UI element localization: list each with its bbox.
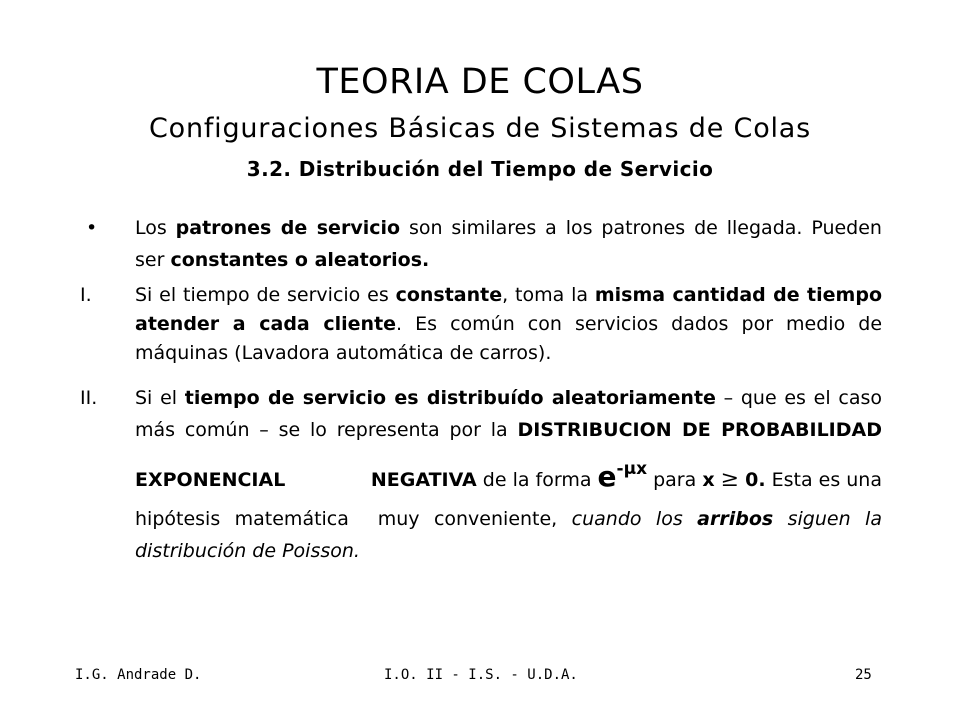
page-number: 25 <box>855 667 872 683</box>
bullet-bold-constantes: constantes o aleatorios. <box>170 249 430 271</box>
item-text: Esta es una <box>765 469 882 491</box>
item-bold-italic-arribos: arribos <box>697 508 774 530</box>
item-text: de la forma <box>476 469 598 491</box>
item-text: hipótesis matemática muy conveniente, <box>135 508 572 530</box>
item-bold-constante: constante <box>395 284 503 306</box>
item-text: . Es común con servicios dados por medio de máquinas (Lavadora automática de carros). <box>135 313 883 364</box>
item-text: , toma la <box>502 284 595 306</box>
formula-exponent: -μx <box>616 459 648 479</box>
list-item-ii <box>80 382 882 567</box>
formula-line <box>371 446 882 503</box>
bullet-text: Los <box>135 217 176 239</box>
list-marker-i: I. <box>80 284 92 306</box>
slide-subtitle: Configuraciones Básicas de Sistemas de Colas <box>148 113 812 144</box>
formula-base: e <box>597 460 617 493</box>
bullet-item <box>80 212 882 276</box>
list-marker-ii: II. <box>80 387 98 409</box>
bullet-text: son similares a los patrones de llegada. Pueden ser <box>135 217 882 271</box>
item-text: Si el <box>135 387 185 409</box>
item-bold-tiempo-servicio: tiempo de servicio es distribuído aleatoriamente <box>184 387 716 409</box>
item-bold-distribucion: DISTRIBUCION DE PROBABILIDAD EXPONENCIAL <box>135 419 882 491</box>
list-item-i <box>80 281 882 368</box>
item-text: – que es el caso más común – se lo representa por la <box>135 387 882 441</box>
slide-title: TEORIA DE COLAS <box>316 62 644 102</box>
footer-author: I.G. Andrade D. <box>75 667 202 683</box>
greater-equal-symbol: ≥ <box>720 467 740 492</box>
item-italic: siguen la distribución de Poisson. <box>135 508 882 562</box>
section-heading: 3.2. Distribución del Tiempo de Servicio <box>246 157 714 181</box>
item-bold-misma-cantidad: misma cantidad de tiempo atender a cada cliente <box>135 284 882 335</box>
item-text: Si el tiempo de servicio es <box>135 284 396 306</box>
bullet-bold-patrones: patrones de servicio <box>175 217 401 239</box>
item-bold-zero: 0. <box>745 469 766 491</box>
bullet-marker: • <box>86 217 98 239</box>
item-bold-negativa: NEGATIVA <box>370 469 477 491</box>
item-bold-x: x <box>702 469 715 491</box>
slide-body <box>80 212 882 567</box>
item-italic: cuando los <box>571 508 698 530</box>
exponential-formula <box>598 460 648 493</box>
footer-course: I.O. II - I.S. - U.D.A. <box>384 667 578 683</box>
item-text: para <box>647 469 703 491</box>
